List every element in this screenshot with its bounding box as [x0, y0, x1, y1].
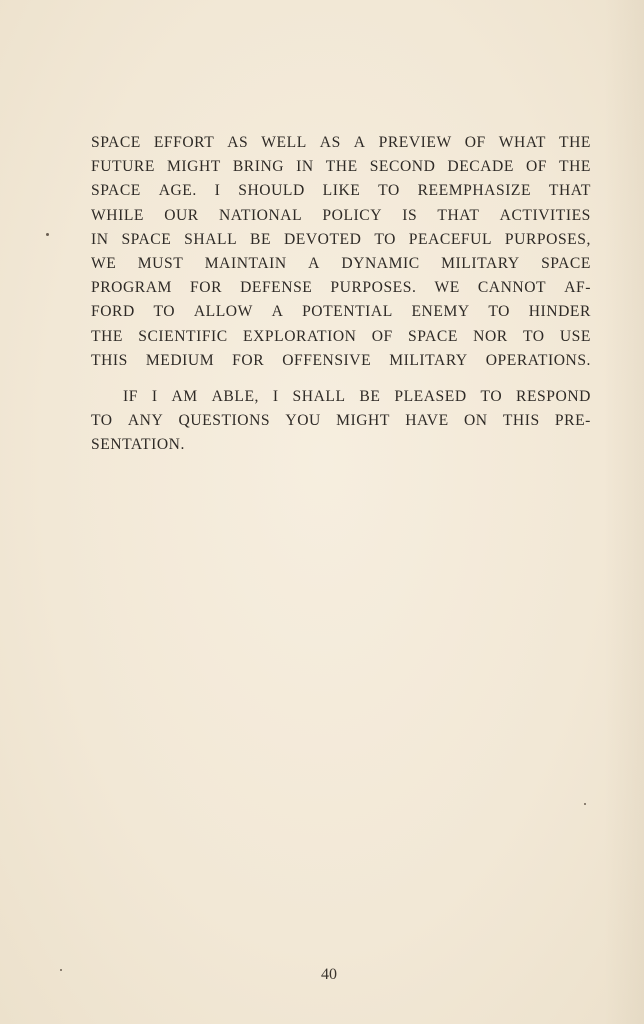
word: MILITARY	[389, 351, 468, 369]
word: BRING	[232, 158, 285, 176]
word: AS	[319, 134, 341, 151]
word: THE	[559, 158, 591, 176]
word: IN	[296, 158, 314, 176]
page-number: 40	[321, 966, 337, 983]
paragraph-spacer	[91, 373, 591, 385]
word: ON	[463, 412, 488, 430]
word: FOR	[190, 279, 223, 297]
word: THE	[325, 158, 358, 176]
text-line	[91, 131, 591, 155]
body-text	[91, 131, 591, 458]
word: OF	[464, 134, 486, 151]
word: HINDER	[528, 303, 591, 321]
word: SPACE	[408, 327, 458, 345]
word: WHILE	[91, 206, 144, 224]
word: SPACE	[121, 230, 172, 248]
word: WE	[434, 279, 460, 297]
paper-speck	[46, 233, 49, 236]
word: LIKE	[322, 182, 361, 200]
word: THIS	[91, 351, 128, 369]
word: EXPLORATION	[243, 327, 357, 345]
word: PRE-	[554, 412, 591, 430]
word: TO	[480, 388, 503, 406]
word: TO	[488, 303, 510, 321]
word: EFFORT	[153, 134, 215, 151]
text-line	[91, 325, 591, 349]
word: QUESTIONS	[178, 412, 271, 430]
word: ENEMY	[411, 303, 470, 321]
word: FOR	[232, 351, 265, 369]
word: NOR	[473, 327, 508, 345]
text-line	[91, 409, 591, 433]
text-line	[91, 179, 591, 203]
word: A	[308, 255, 320, 273]
word: THIS	[502, 412, 540, 430]
text-line	[91, 155, 591, 179]
word: SPACE	[91, 182, 141, 200]
paragraph-1	[91, 131, 591, 373]
word: SPACE	[541, 255, 591, 273]
paper-speck	[584, 803, 586, 805]
word: ABLE,	[211, 388, 259, 406]
word: HAVE	[405, 412, 449, 430]
word: CANNOT	[477, 279, 547, 297]
word: THE	[559, 134, 591, 151]
word: PURPOSES,	[504, 230, 591, 248]
word: POLICY	[322, 206, 383, 224]
word: A	[353, 134, 366, 151]
word: DYNAMIC	[341, 255, 420, 273]
word: DEFENSE	[240, 279, 313, 297]
word: TO	[374, 230, 396, 248]
word: I	[272, 388, 279, 406]
word: THAT	[437, 206, 480, 224]
word: OF	[525, 158, 548, 176]
word: MIGHT	[166, 158, 221, 176]
word: SENTATION.	[91, 436, 185, 454]
text-line	[91, 349, 591, 373]
text-line	[91, 204, 591, 228]
word: AGE.	[158, 182, 197, 200]
word: I	[214, 182, 221, 200]
word: TO	[522, 327, 545, 345]
word: NATIONAL	[218, 206, 303, 224]
word: MIGHT	[336, 412, 390, 430]
word: WHAT	[498, 134, 547, 151]
paragraph-2	[91, 385, 591, 458]
word: RESPOND	[516, 388, 591, 406]
word: OFFENSIVE	[282, 351, 372, 369]
word: AF-	[564, 279, 591, 297]
word: OF	[371, 327, 393, 345]
word: PROGRAM	[91, 279, 172, 297]
word: SPACE	[91, 134, 141, 151]
word: YOU	[285, 412, 321, 430]
word: SHALL	[184, 230, 238, 248]
text-line	[91, 433, 591, 457]
word: AM	[171, 388, 198, 406]
text-line	[91, 252, 591, 276]
word: FUTURE	[91, 158, 155, 176]
word: A	[271, 303, 284, 321]
word: SCIENTIFIC	[138, 327, 228, 345]
word: DECADE	[447, 158, 514, 176]
word: PEACEFUL	[408, 230, 493, 248]
word: WELL	[261, 134, 307, 151]
word: WE	[91, 255, 117, 273]
word: SECOND	[369, 158, 436, 176]
word: AS	[227, 134, 249, 151]
word: IN	[91, 230, 109, 248]
word: BE	[359, 388, 381, 406]
text-line	[91, 276, 591, 300]
word: OPERATIONS.	[485, 351, 591, 369]
word: FORD	[91, 303, 135, 321]
word: PLEASED	[394, 388, 467, 406]
word: IS	[402, 206, 418, 224]
word: ALLOW	[193, 303, 253, 321]
word: THE	[91, 327, 123, 345]
word: THAT	[548, 182, 591, 200]
word: OUR	[164, 206, 199, 224]
text-line	[91, 300, 591, 324]
word: POTENTIAL	[302, 303, 393, 321]
text-line	[91, 385, 591, 409]
word: PURPOSES.	[330, 279, 417, 297]
word: PREVIEW	[378, 134, 452, 151]
word: ANY	[127, 412, 164, 430]
word: BE	[250, 230, 272, 248]
word: TO	[378, 182, 400, 200]
word: MUST	[137, 255, 184, 273]
word: MILITARY	[441, 255, 520, 273]
word: SHOULD	[238, 182, 305, 200]
page-edge-shadow	[604, 0, 644, 1024]
word: USE	[559, 327, 591, 345]
word: REEMPHASIZE	[417, 182, 532, 200]
word: SHALL	[292, 388, 346, 406]
word: MEDIUM	[145, 351, 215, 369]
word: TO	[91, 412, 113, 430]
word: TO	[153, 303, 176, 321]
word: IF	[123, 388, 138, 406]
text-line	[91, 228, 591, 252]
word: DEVOTED	[283, 230, 362, 248]
paper-speck	[60, 969, 62, 971]
word: ACTIVITIES	[499, 206, 591, 224]
word: MAINTAIN	[204, 255, 287, 273]
word: I	[151, 388, 158, 406]
